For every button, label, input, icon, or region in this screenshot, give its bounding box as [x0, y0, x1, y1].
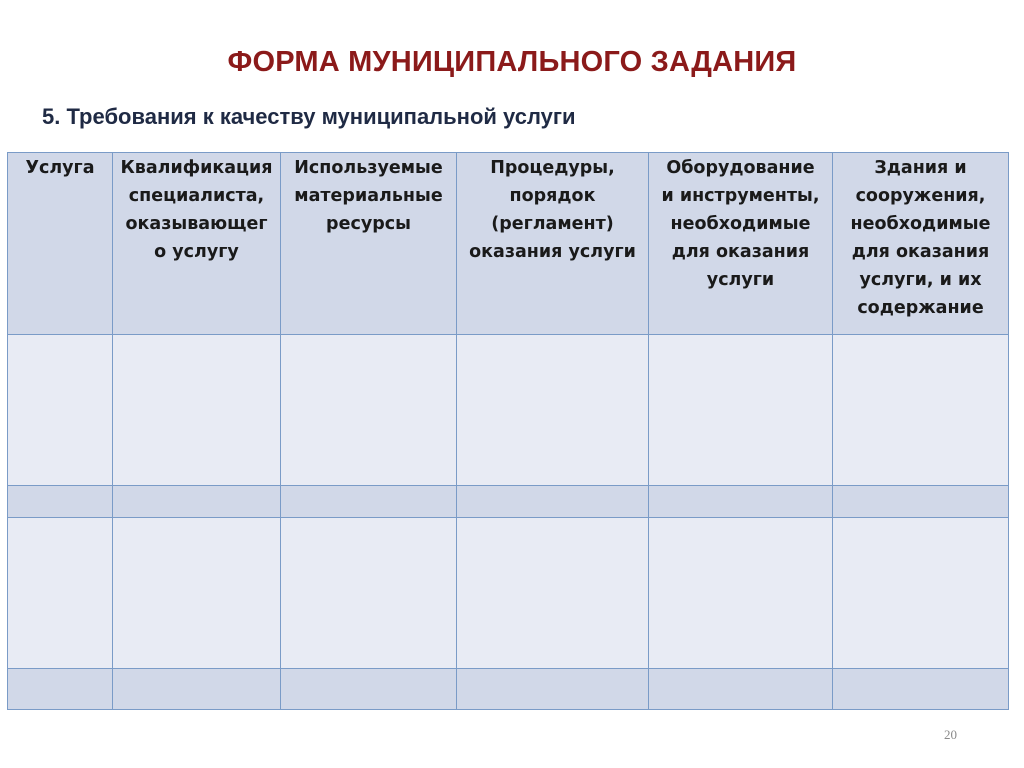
header-material-resources: Используемые материальные ресурсы: [281, 153, 457, 335]
header-qualification: Квалификация специалиста, оказывающег о услугу: [113, 153, 281, 335]
table-cell[interactable]: [649, 486, 833, 518]
table-row: [8, 518, 1009, 669]
table-cell[interactable]: [281, 335, 457, 486]
table-cell[interactable]: [649, 518, 833, 669]
table-cell[interactable]: [833, 518, 1009, 669]
header-service: Услуга: [8, 153, 113, 335]
table-cell[interactable]: [457, 335, 649, 486]
table-cell[interactable]: [113, 486, 281, 518]
table-cell[interactable]: [8, 669, 113, 710]
table-cell[interactable]: [113, 335, 281, 486]
table-cell[interactable]: [649, 335, 833, 486]
header-procedures: Процедуры, порядок (регламент) оказания услуги: [457, 153, 649, 335]
table-cell[interactable]: [113, 518, 281, 669]
table-cell[interactable]: [457, 518, 649, 669]
table-row: [8, 335, 1009, 486]
header-equipment: Оборудование и инструменты, необходимые для оказания услуги: [649, 153, 833, 335]
table-cell[interactable]: [281, 669, 457, 710]
table-cell[interactable]: [457, 486, 649, 518]
table-cell[interactable]: [833, 335, 1009, 486]
table-cell[interactable]: [281, 518, 457, 669]
table-cell[interactable]: [8, 335, 113, 486]
table-header-row: [8, 153, 1009, 335]
table-cell[interactable]: [8, 518, 113, 669]
table-cell[interactable]: [457, 669, 649, 710]
table-cell[interactable]: [281, 486, 457, 518]
table-row: [8, 669, 1009, 710]
table-cell[interactable]: [8, 486, 113, 518]
table-row: [8, 486, 1009, 518]
table-cell[interactable]: [113, 669, 281, 710]
header-buildings: Здания и сооружения, необходимые для оказания услуги, и их содержание: [833, 153, 1009, 335]
table-cell[interactable]: [649, 669, 833, 710]
table-cell[interactable]: [833, 486, 1009, 518]
quality-requirements-table: [7, 152, 1009, 710]
table-cell[interactable]: [833, 669, 1009, 710]
page-number: 20: [944, 727, 957, 742]
slide-subtitle: 5. Требования к качеству муниципальной услуги: [42, 104, 576, 129]
slide-title: ФОРМА МУНИЦИПАЛЬНОГО ЗАДАНИЯ: [227, 46, 797, 78]
